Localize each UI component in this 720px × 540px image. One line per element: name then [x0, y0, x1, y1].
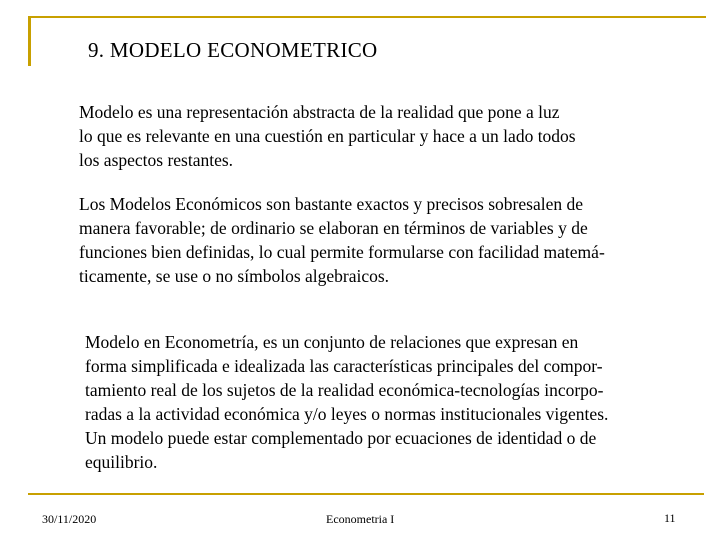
paragraph-line: funciones bien definidas, lo cual permite formularse con facilidad matemá- [79, 242, 605, 262]
footer-course-name: Econometria I [326, 512, 395, 526]
paragraph-line: Un modelo puede estar complementado por ecuaciones de identidad o de [85, 428, 597, 448]
paragraph-model-definition [79, 100, 576, 172]
paragraph-line: equilibrio. [85, 452, 158, 472]
footer-rule [28, 493, 704, 495]
paragraph-line: Modelo en Econometría, es un conjunto de relaciones que expresan en [85, 332, 579, 352]
paragraph-line: Los Modelos Económicos son bastante exactos y precisos sobresalen de [79, 194, 583, 214]
paragraph-line: lo que es relevante en una cuestión en particular y hace a un lado todos [79, 126, 576, 146]
paragraph-line: manera favorable; de ordinario se elaboran en términos de variables y de [79, 218, 588, 238]
paragraph-line: radas a la actividad económica y/o leyes o normas institucionales vigentes. [85, 404, 609, 424]
paragraph-line: forma simplificada e idealizada las características principales del compor- [85, 356, 603, 376]
left-rule [28, 16, 31, 66]
slide-title: 9. MODELO ECONOMETRICO [88, 38, 378, 62]
paragraph-line: los aspectos restantes. [79, 150, 234, 170]
top-rule [30, 16, 706, 18]
paragraph-line: tamiento real de los sujetos de la realidad económica-tecnologías incorpo- [85, 380, 604, 400]
footer-date: 30/11/2020 [42, 512, 97, 526]
paragraph-economic-models [79, 192, 605, 288]
paragraph-line: Modelo es una representación abstracta de la realidad que pone a luz [79, 102, 560, 122]
paragraph-econometric-model [85, 330, 608, 474]
paragraph-line: ticamente, se use o no símbolos algebraicos. [79, 266, 390, 286]
footer-page-number: 11 [664, 511, 676, 525]
